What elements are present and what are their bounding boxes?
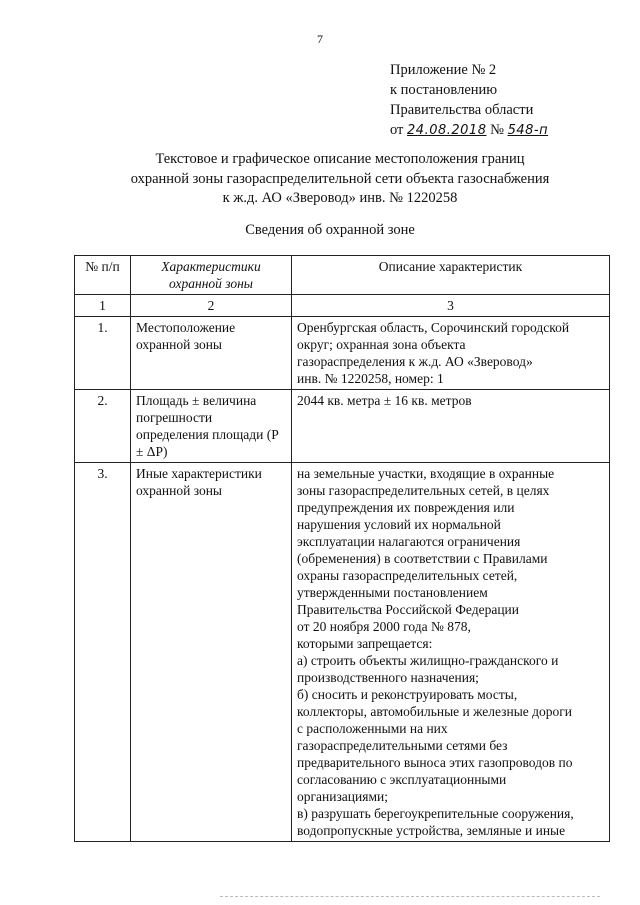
row-number: 1.	[75, 317, 131, 390]
title-line-3: к ж.д. АО «Зверовод» инв. № 1220258	[222, 190, 458, 206]
description-line: которыми запрещается:	[297, 636, 433, 651]
annex-date-line	[390, 120, 548, 141]
description-line: (обременения) в соответствии с Правилами	[297, 551, 548, 566]
header-description: Описание характеристик	[292, 256, 610, 295]
description-line: а) строить объекты жилищно-гражданского и	[297, 653, 559, 668]
description-line: зоны газораспределительных сетей, в целях	[297, 483, 550, 498]
description-line: Оренбургская область, Сорочинский городской	[297, 320, 570, 335]
description-line: согласованию с эксплуатационными	[297, 772, 507, 787]
row-characteristic: Местоположение охранной зоны	[131, 317, 292, 390]
table-row	[75, 390, 610, 463]
description-line: охраны газораспределительных сетей,	[297, 568, 518, 583]
description-line: Правительства Российской Федерации	[297, 602, 519, 617]
row-number: 3.	[75, 463, 131, 842]
annex-line-1: Приложение № 2	[390, 62, 497, 78]
table-row	[75, 463, 610, 842]
description-line: нарушения условий их нормальной	[297, 517, 501, 532]
header-number: № п/п	[75, 256, 131, 295]
description-line: утвержденными постановлением	[297, 585, 488, 600]
description-line: организациями;	[297, 789, 388, 804]
annex-line-3: Правительства области	[390, 102, 534, 118]
description-line: б) сносить и реконструировать мосты,	[297, 687, 518, 702]
description-line: от 20 ноября 2000 года № 878,	[297, 619, 471, 634]
table-row	[75, 317, 610, 390]
table-header-row	[75, 256, 610, 295]
zone-info-table	[74, 255, 610, 842]
title-line-2: охранной зоны газораспределительной сети объекта газоснабжения	[130, 170, 550, 187]
title-line-1: Текстовое и графическое описание местоположения границ	[155, 151, 525, 167]
date-prefix: от	[390, 122, 404, 138]
row-description	[292, 317, 610, 390]
description-line: предупреждения их повреждения или	[297, 500, 515, 515]
column-number-1: 1	[75, 295, 131, 317]
description-line: водопропускные устройства, земляные и иные	[297, 823, 566, 838]
description-line: с расположенными на них	[297, 721, 448, 736]
page-number: 7	[317, 32, 323, 46]
number-prefix: №	[490, 122, 504, 138]
description-line: в) разрушать берегоукрепительные сооружения,	[297, 806, 574, 821]
row-characteristic: Площадь ± величина погрешности определения площади (Р ± ΔР)	[131, 390, 292, 463]
annex-line-2: к постановлению	[390, 82, 498, 98]
description-line: газораспределения к ж.д. АО «Зверовод»	[297, 354, 533, 369]
description-line: эксплуатации налагаются ограничения	[297, 534, 521, 549]
column-number-3: 3	[292, 295, 610, 317]
scan-edge-divider	[220, 896, 600, 899]
header-characteristic: Характеристики охранной зоны	[131, 256, 292, 295]
annex-block	[390, 60, 548, 141]
date-value: 24.08.2018	[407, 123, 487, 138]
document-title	[90, 150, 590, 209]
description-line: 2044 кв. метра ± 16 кв. метров	[297, 393, 472, 408]
number-value: 548-п	[507, 123, 549, 138]
description-line: предварительного выноса этих газопроводов по	[297, 755, 573, 770]
description-line: коллекторы, автомобильные и железные дороги	[297, 704, 573, 719]
column-number-row	[75, 295, 610, 317]
row-number: 2.	[75, 390, 131, 463]
column-number-2: 2	[131, 295, 292, 317]
description-line: на земельные участки, входящие в охранные	[297, 466, 555, 481]
section-title: Сведения об охранной зоне	[245, 222, 415, 238]
row-description	[292, 390, 610, 463]
description-line: округ; охранная зона объекта	[297, 337, 466, 352]
description-line: инв. № 1220258, номер: 1	[297, 371, 444, 386]
row-characteristic: Иные характеристики охранной зоны	[131, 463, 292, 842]
description-line: производственного назначения;	[297, 670, 479, 685]
description-line: газораспределительными сетями без	[297, 738, 508, 753]
row-description	[292, 463, 610, 842]
